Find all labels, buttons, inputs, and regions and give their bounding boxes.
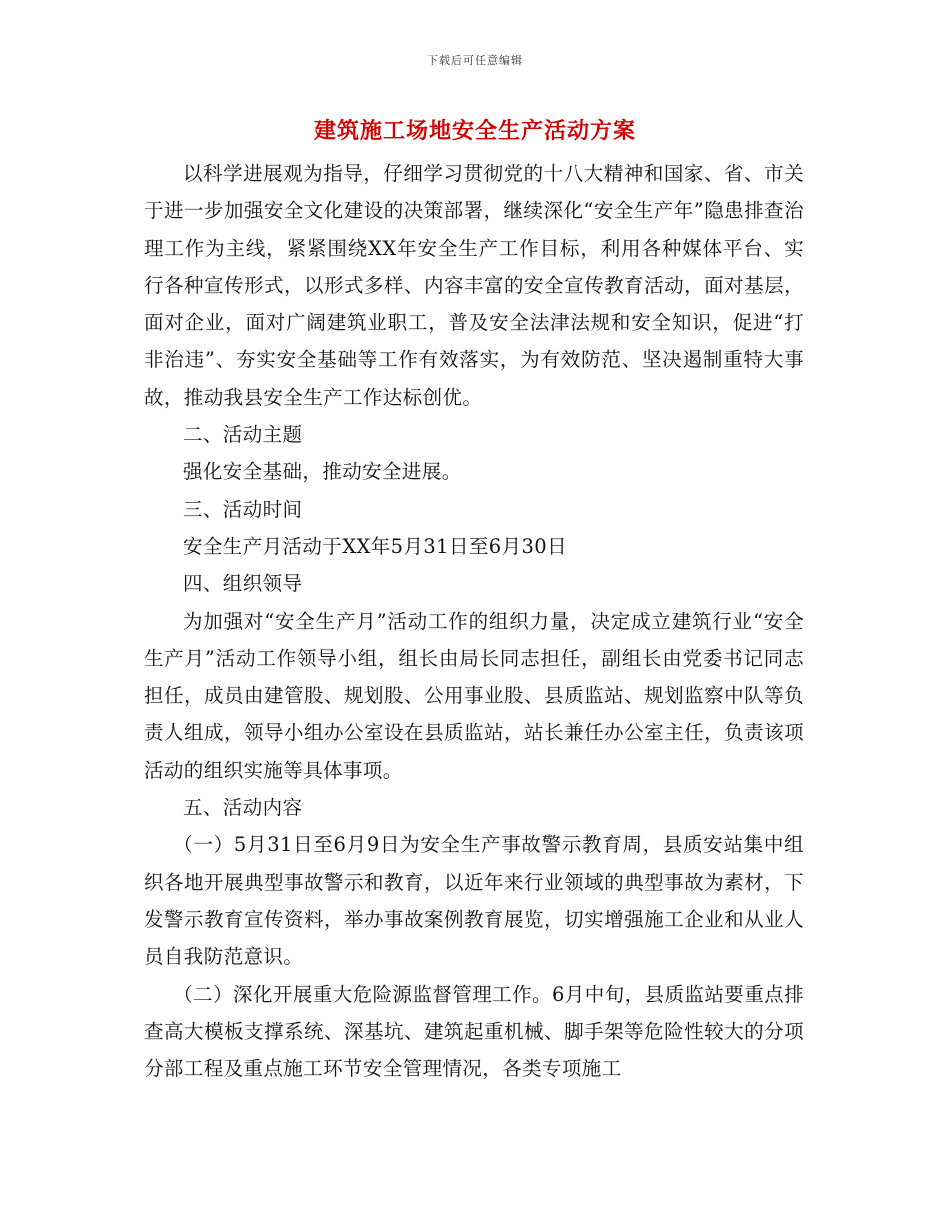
theme-paragraph: 强化安全基础，推动安全进展。 xyxy=(183,460,462,484)
document-title: 建筑施工场地安全生产活动方案 xyxy=(313,118,636,144)
content-item-1: （一）5月31日至6月9日为安全生产事故警示教育周，县质安站集中组织各地开展典型事故警示和教育，以近年来行业领域的典型事故为素材，下发警示教育宣传资料，举办事故案例教育展览，切实增强施工企业和从业人员自我防范意识。 xyxy=(144,833,804,969)
content-item-2: （二）深化开展重大危险源监督管理工作。6月中旬，县质监站要重点排查高大模板支撑系统、深基坑、建筑起重机械、脚手架等危险性较大的分项分部工程及重点施工环节安全管理情况，各类专项施工 xyxy=(144,982,804,1081)
section-heading-content: 五、活动内容 xyxy=(183,796,303,820)
time-paragraph: 安全生产月活动于XX年5月31日至6月30日 xyxy=(183,534,568,558)
section-heading-time: 三、活动时间 xyxy=(183,497,303,521)
page-header-note: 下载后可任意编辑 xyxy=(427,54,523,67)
section-heading-theme: 二、活动主题 xyxy=(183,423,303,447)
leadership-paragraph: 为加强对“安全生产月”活动工作的组织力量，决定成立建筑行业“安全生产月”活动工作领导小组，组长由局长同志担任，副组长由党委书记同志担任，成员由建管股、规划股、公用事业股、县质监站、规划监察中队等负责人组成，领导小组办公室设在县质监站，站长兼任办公室主任，负责该项活动的组织实施等具体事项。 xyxy=(144,609,804,782)
section-heading-leadership: 四、组织领导 xyxy=(183,572,303,596)
intro-paragraph: 以科学进展观为指导，仔细学习贯彻党的十八大精神和国家、省、市关于进一步加强安全文化建设的决策部署，继续深化“安全生产年”隐患排查治理工作为主线，紧紧围绕XX年安全生产工作目标，利用各种媒体平台、实行各种宣传形式，以形式多样、内容丰富的安全宣传教育活动，面对基层，面对企业，面对广阔建筑业职工，普及安全法津法规和安全知识，促进“打非治违”、夯实安全基础等工作有效落实，为有效防范、坚决遏制重特大事故，推动我县安全生产工作达标创优。 xyxy=(144,162,804,409)
document-body xyxy=(144,155,804,1087)
